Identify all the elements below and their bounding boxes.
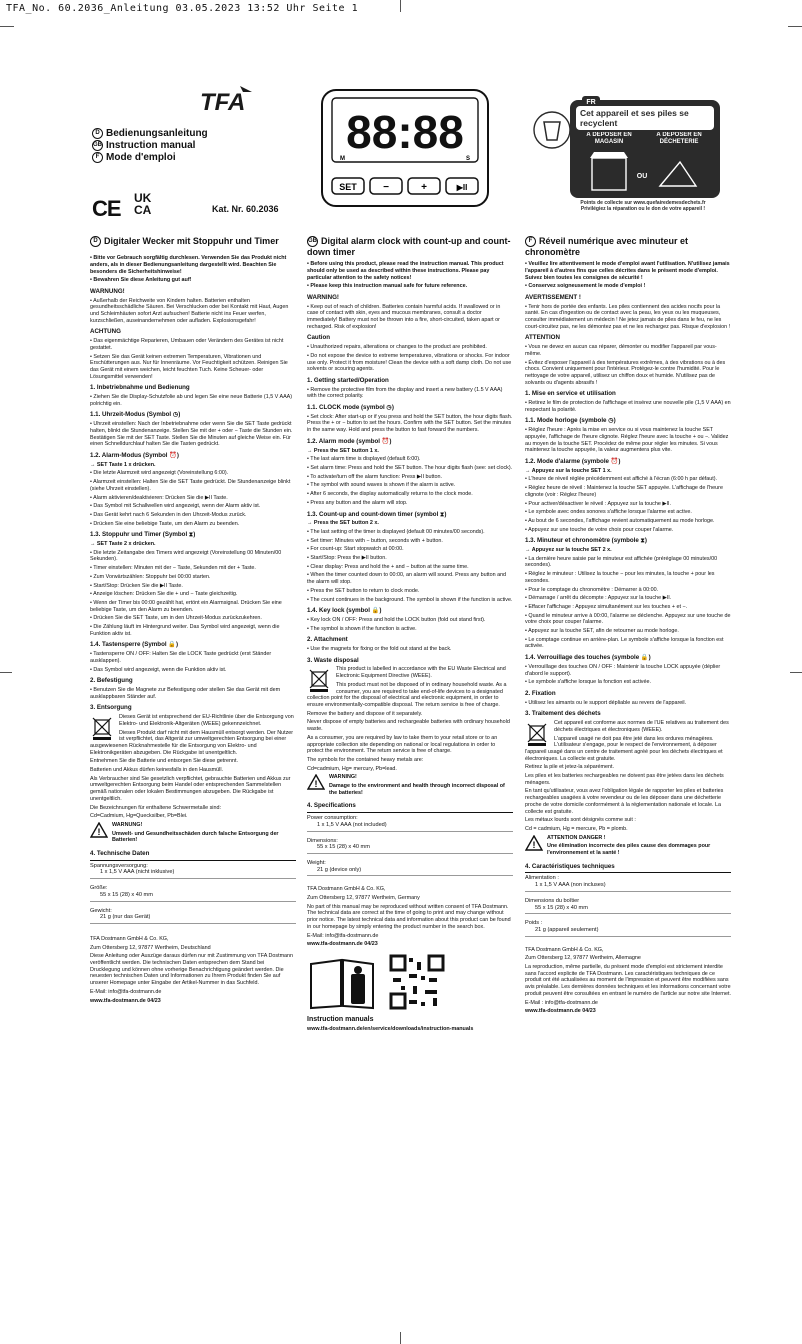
en-s13-action: → Press the SET button 2 x.	[307, 520, 379, 527]
en-s12-4: • The symbol with sound waves is shown if the alarm is active.	[307, 482, 456, 489]
tfa-logo-text: TFA	[200, 89, 246, 114]
en-company-1: TFA Dostmann GmbH & Co. KG,	[307, 886, 386, 893]
crop-mark	[788, 26, 802, 27]
fr-s12-6: • Appuyez sur une touche de votre choix pour couper l'alarme.	[525, 526, 674, 533]
crop-mark	[400, 1332, 401, 1344]
fr-s12-5: • Au bout de 6 secondes, l'affichage revient automatiquement au mode horloge.	[525, 517, 715, 524]
de-disposal-warning-text: Umwelt- und Gesundheitsschäden durch falsche Entsorgung der Batterien!	[112, 830, 279, 844]
de-web: www.tfa-dostmann.de 04/23	[90, 997, 161, 1004]
recycle-option-store: À DÉPOSER EN MAGASIN	[586, 132, 632, 145]
fr-s13-7: • Appuyez sur la touche SET, afin de retourner au mode horloge.	[525, 628, 679, 635]
en-spec-table	[307, 812, 513, 876]
print-header: TFA_No. 60.2036_Anleitung 03.05.2023 13:52 Uhr Seite 1	[6, 3, 359, 14]
de-s3-2: Dieses Produkt darf nicht mit dem Hausmüll entsorgt werden. Der Nutzer ist verpflichtet, das Altgerät zur umweltgerechten Entsorgung bei einer ausgewiesenen Rücknahmestelle für die Entsorgung von Elektro- und Elektronikgeräten abzugeben. Die Rückgabe ist unentgeltlich.	[90, 729, 294, 756]
de-s3-3: Entnehmen Sie die Batterie und entsorgen Sie diese getrennt.	[90, 758, 239, 765]
de-warning-text: • Außerhalb der Reichweite von Kindern halten. Batterien enthalten gesundheitsschädliche Säuren. Bei Verschlucken oder bei Kontakt mit Haut, Augen und Schleimhäuten sofort Arzt aufsuchen! Batterie nicht ins Feuer werfen, kurzschließen, auseinandernehmen oder aufladen. Explosionsgefahr!	[90, 297, 289, 324]
de-spec-table	[90, 860, 296, 924]
fr-s3-1: Cet appareil est conforme aux normes de l'UE relatives au traitement des déchets électriques et électroniques (WEEE).	[554, 720, 729, 733]
de-section-1-2-heading: 1.2. Alarm-Modus (Symbol ⏰)	[90, 452, 179, 459]
instruction-manual-block	[307, 954, 513, 1016]
crop-mark	[790, 672, 802, 673]
fr-disposal	[525, 720, 731, 859]
de-warning-heading: WARNUNG!	[90, 287, 125, 295]
de-s13-3: • Zum Vorwärtszählen: Stoppuhr bei 00:00 starten.	[90, 573, 211, 580]
en-s12-6: • Press any button and the alarm will stop.	[307, 499, 408, 506]
fr-caution-2: • Évitez d'exposer l'appareil à des températures extrêmes, à des vibrations ou à des chocs. Convient uniquement pour l'intérieur. Protégez-le contre l'humidité. Pour le nettoyage de votre appareil, utilisez un chiffon doux et humide. N'utilisez pas de solvants ou d'agents abrasifs !	[525, 359, 726, 386]
fr-spec-row: Dimensions du boîtier 55 x 15 (28) x 40 mm	[525, 898, 731, 914]
de-caution-1: • Das eigenmächtige Reparieren, Umbauen oder Verändern des Gerätes ist nicht gestattet.	[90, 338, 284, 351]
en-disposal-warning-text: Damage to the environment and health through incorrect disposal of the batteries!	[329, 783, 505, 796]
en-caution-1: • Unauthorized repairs, alterations or changes to the product are prohibited.	[307, 344, 487, 351]
fr-section-2-heading: 2. Fixation	[525, 689, 556, 697]
de-section-1-3-heading: 1.3. Stoppuhr und Timer (Symbol ⧗)	[90, 531, 196, 539]
de-s13-8: • Die Zählung läuft im Hintergrund weiter. Das Symbol wird angezeigt, wenn die Funktion aktiv ist.	[90, 624, 280, 637]
de-s3-7: Cd=Cadmium, Hg=Quecksilber, Pb=Blei.	[90, 813, 188, 820]
fr-s12-4: • Le symbole avec ondes sonores s'affiche lorsque l'alarme est active.	[525, 509, 692, 516]
de-disposal-warning-heading: WARNUNG!	[112, 821, 143, 828]
fr-title: F Réveil numérique avec minuteur et chronomètre	[525, 236, 689, 258]
svg-text:−: −	[383, 182, 389, 193]
en-s13-4: • Start/Stop: Press the ▶II button.	[307, 555, 387, 562]
de-company-2: Zum Ottersberg 12, 97877 Wertheim, Deutschland	[90, 944, 211, 951]
fr-warning-text: • Tenir hors de portée des enfants. Les piles contiennent des acides nocifs pour la santé. En cas d'ingestion ou de contact avec la peau, les yeux ou les muqueuses, consulter immédiatement un médecin ! Ne jetez jamais de piles dans le feu, ne les court-circuitez pas, ne les démontez pas et ne les rechargez pas. Risque d'explosion !	[525, 303, 731, 330]
de-s12-3: • Alarm aktivieren/deaktivieren: Drücken Sie die ▶II Taste.	[90, 494, 228, 501]
tfa-logo	[196, 84, 280, 114]
en-s14-1: • Key lock ON / OFF: Press and hold the LOCK button (fold out stand first).	[307, 616, 486, 623]
de-section-1-heading: 1. Inbetriebnahme und Bedienung	[90, 384, 190, 392]
de-title: D Digitaler Wecker mit Stoppuhr und Timer	[90, 236, 296, 247]
fr-legal: La reproduction, même partielle, du présent mode d'emploi est strictement interdite sans l'accord explicite de TFA Dostmann. Les caractéristiques techniques de ce produit ont été actualisées au moment de l'impression et peuvent être modifiées sans avis préalable. Les dernières données techniques et les informations concernant votre produit peuvent être consultées en entrant le numéro de l'article sur notre site Internet.	[525, 964, 731, 997]
fr-company-2: Zum Ottersberg 12, 97877 Wertheim, Allemagne	[525, 955, 641, 962]
fr-s14-1: • Verrouillage des touches ON / OFF : Maintenir la touche LOCK appuyée (déplier d'abord le support).	[525, 663, 721, 677]
svg-text:▶II: ▶II	[456, 183, 468, 192]
en-spec-row: Dimensions: 55 x 15 (28) x 40 mm	[307, 838, 513, 854]
fr-s3-7: Cd = cadmium, Hg = mercure, Pb = plomb.	[525, 825, 628, 832]
warning-triangle-icon	[307, 774, 325, 790]
de-s13-5: • Anzeige löschen: Drücken Sie die + und − Taste gleichzeitig.	[90, 591, 238, 598]
instruction-manuals-link[interactable]: www.tfa-dostmann.de/en/service/downloads/instruction-manuals	[307, 1025, 474, 1032]
svg-text:!: !	[97, 826, 101, 837]
manual-book-icon	[307, 954, 377, 1010]
de-intro-2: • Bewahren Sie diese Anleitung gut auf!	[90, 277, 192, 284]
en-section-1-1-heading: 1.1. CLOCK mode (symbol ◷)	[307, 404, 394, 412]
fr-s13-2: • Réglez le minuteur : Utilisez la touche − pour les minutes, la touche + pour les secondes.	[525, 571, 715, 584]
de-s3-5: Als Verbraucher sind Sie gesetzlich verpflichtet, gebrauchte Batterien und Akkus zur umweltgerechten Entsorgung beim Handel oder entsprechenden Sammelstellen gemäß nationalen oder lokalen Bestimmungen abzugeben. Die Rückgabe ist unentgeltlich.	[90, 775, 291, 802]
fr-s12-3: • Pour activer/désactiver le réveil : Appuyez sur la touche ▶II.	[525, 500, 671, 507]
crop-mark	[0, 672, 12, 673]
en-disposal	[307, 666, 513, 798]
en-caution-2: • Do not expose the device to extreme temperatures, vibrations or shocks. For indoor use only. Protect it from moisture! Clean the device with a soft damp cloth. Do not use solvents or scouring agents.	[307, 352, 512, 373]
fr-s3-6: Les métaux lourds sont désignés comme suit :	[525, 817, 636, 824]
en-section-4-heading: 4. Specifications	[307, 802, 356, 810]
fr-s12-2: • Réglez heure de réveil : Maintenez la touche SET appuyée. L'affichage de l'heure clignote (voir : Réglez l'heure)	[525, 485, 723, 498]
de-section-1-1-heading: 1.1. Uhrzeit-Modus (Symbol ◷)	[90, 411, 181, 419]
en-s3-6: The symbols for the contained heavy metals are:	[307, 756, 424, 763]
en-s13-7: • Press the SET button to return to clock mode.	[307, 587, 420, 594]
recycle-option-dump: À DÉPOSER EN DÉCHETERIE	[656, 132, 702, 145]
manual-title-list	[92, 128, 208, 164]
svg-text:SET: SET	[339, 182, 357, 192]
en-section-3-heading: 3. Waste disposal	[307, 656, 359, 664]
warning-triangle-icon	[90, 822, 108, 838]
en-section-2-text: • Use the magnets for fixing or the fold out stand at the back.	[307, 646, 452, 653]
fr-s13-8: • Le comptage continue en arrière-plan. Le symbole s'affiche lorsque la fonction est activée.	[525, 636, 724, 650]
en-s12-action: → Press the SET button 1 x.	[307, 447, 379, 454]
de-caution-heading: ACHTUNG	[90, 328, 121, 336]
fr-email: E-Mail : info@tfa-dostmann.de	[525, 999, 598, 1006]
crossed-bin-icon	[525, 720, 549, 746]
fr-spec-row: Alimentation : 1 x 1,5 V AAA (non incluses)	[525, 875, 731, 891]
en-section-2-heading: 2. Attachment	[307, 636, 348, 644]
svg-text:+: +	[421, 182, 427, 193]
manual-title-de: D Bedienungsanleitung	[92, 128, 208, 140]
qr-code[interactable]	[389, 954, 445, 1010]
en-s14-2: • The symbol is shown if the function is active.	[307, 625, 417, 632]
de-legal: Diese Anleitung oder Auszüge daraus dürfen nur mit Zustimmung von TFA Dostmann veröffentlicht werden. Die technischen Daten entsprechen dem Stand bei Drucklegung und können ohne vorherige Benachrichtigung geändert werden. Die neuesten technischen Daten und Informationen zu Ihrem Produkt finden Sie auf unserer Homepage unter Eingabe der Artikel-Nummer in das Suchfeld.	[90, 953, 294, 987]
recycle-title: Cet appareil et ses piles se recyclent	[580, 108, 689, 128]
fr-s3-4: Les piles et les batteries rechargeables ne doivent pas être jetées dans les déchets ménagers.	[525, 773, 724, 786]
en-s3-7: Cd=cadmium, Hg= mercury, Pb=lead.	[307, 765, 397, 772]
fr-company-1: TFA Dostmann GmbH & Co. KG,	[525, 946, 604, 953]
recycle-or: OU	[636, 173, 648, 180]
fr-s12-1: • L'heure de réveil réglée précédemment est affiché à l'écran (6:00 h par défaut).	[525, 476, 718, 483]
svg-text:!: !	[532, 839, 536, 850]
french-column	[525, 236, 731, 1017]
en-s12-1: • The last alarm time is displayed (default 6:00).	[307, 456, 421, 463]
ukca-mark: UK CA	[134, 191, 152, 217]
en-s3-5: As a consumer, you are required by law to take them to your retail store or to an appropriate collection site depending on national or local regulations in order to protect the environment. The return service is free of charge.	[307, 734, 498, 755]
english-column	[307, 236, 513, 1035]
fr-web: www.tfa-dostmann.de 04/23	[525, 1008, 596, 1015]
de-section-1-4-heading: 1.4. Tastensperre (Symbol 🔒)	[90, 641, 179, 649]
en-disposal-warning-heading: WARNING!	[329, 774, 357, 781]
en-intro-2: • Please keep this instruction manual safe for future reference.	[307, 283, 468, 290]
kat-nr: Kat. Nr. 60.2036	[212, 204, 279, 214]
en-intro-1: • Before using this product, please read the instruction manual. This product should only be used as described within these instructions. Please pay particular attention to the safety notices!	[307, 261, 504, 281]
fr-spec-table	[525, 872, 731, 936]
svg-text:!: !	[314, 779, 318, 790]
device-illustration	[320, 88, 490, 208]
en-s13-8: • The count continues in the background. The symbol is shown if the function is active.	[307, 596, 513, 603]
de-s3-1: Dieses Gerät ist entsprechend der EU-Richtlinie über die Entsorgung von Elektro- und Elektronik-Altgeräten (WEEE) gekennzeichnet.	[119, 714, 294, 727]
fr-disposal-warning-text: Une élimination incorrecte des piles cause des dommages pour l'environnement et la santé !	[547, 843, 711, 857]
fr-s13-5: • Effacer l'affichage : Appuyez simultanément sur les touches + et −.	[525, 603, 688, 610]
fr-s14-2: • Le symbole s'affiche lorsque la fonction est activée.	[525, 679, 651, 686]
crossed-bin-icon	[90, 714, 114, 740]
german-column	[90, 236, 296, 1006]
fr-caution-heading: ATTENTION	[525, 334, 560, 342]
en-warning-text: • Keep out of reach of children. Batteries contain harmful acids. If swallowed or in case of contact with skin, eyes and mucous membranes, consult a doctor immediately! Battery must not be thrown into a fire, short-circuited, taken apart or recharged. Risk of explosion!	[307, 303, 501, 330]
en-s13-3: • For count-up: Start stopwatch at 00:00.	[307, 546, 404, 553]
en-s3-4: Never dispose of empty batteries and rechargeable batteries with ordinary household waste.	[307, 719, 510, 733]
fr-intro-1: • Veuillez lire attentivement le mode d'emploi avant l'utilisation. N'utilisez jamais l'appareil à d'autres fins que celles décrites dans le présent mode d'emploi. Suivez bien toutes les consignes de sécurité !	[525, 261, 730, 281]
de-s13-6: • Wenn der Timer bis 00:00 gezählt hat, ertönt ein Alarmsignal. Drücken Sie eine beliebige Taste, um den Alarm zu beenden.	[90, 599, 282, 613]
fr-section-1-text: • Retirez le film de protection de l'affichage et insérez une nouvelle pile (1,5 V AAA) en respectant la polarité.	[525, 400, 731, 413]
warning-triangle-icon	[525, 835, 543, 851]
de-company-1: TFA Dostmann GmbH & Co. KG,	[90, 935, 169, 942]
de-spec-row: Spannungsversorgung: 1 x 1,5 V AAA (nicht inklusive)	[90, 863, 296, 879]
de-s12-2: • Alarmzeit einstellen: Halten Sie die SET Taste gedrückt. Die Stundenanzeige blinkt (siehe Uhrzeit einstellen).	[90, 479, 291, 492]
de-s3-6: Die Bezeichnungen für enthaltene Schwermetalle sind:	[90, 804, 221, 811]
en-web: www.tfa-dostmann.de 04/23	[307, 941, 378, 948]
fr-spec-row: Poids : 21 g (appareil seulement)	[525, 920, 731, 936]
de-section-4-heading: 4. Technische Daten	[90, 850, 150, 858]
fr-s3-5: En tant qu'utilisateur, vous avez l'obligation légale de rapporter les piles et batteries rechargeables usagées à votre revendeur ou de les déposer dans une déchetterie proche de votre domicile conformément à la réglementation nationale et locale. La collecte est gratuite.	[525, 788, 724, 815]
en-section-1-4-heading: 1.4. Key lock (symbol 🔒)	[307, 607, 382, 615]
recycle-footer-2: Privilégiez la réparation ou le don de votre appareil !	[580, 206, 706, 212]
en-s12-2: • Set alarm time: Press and hold the SET button. The hour digits flash (see: set clock).	[307, 465, 513, 471]
en-section-1-text: • Remove the protective film from the display and insert a new battery (1.5 V AAA) with the correct polarity.	[307, 386, 503, 400]
de-section-1-2-action: → SET Taste 1 x drücken.	[90, 461, 156, 468]
manual-title-fr: F Mode d'emploi	[92, 152, 208, 164]
en-section-1-2-heading: 1.2. Alarm mode (symbol ⏰)	[307, 437, 392, 445]
fr-s13-1: • La dernière heure saisie par le minuteur est affichée (préréglage 00 minutes/00 secondes).	[525, 555, 718, 569]
fr-section-1-3-heading: 1.3. Minuteur et chronomètre (symbole ⧗)	[525, 537, 647, 545]
en-section-1-3-heading: 1.3. Count-up and count-down timer (symbol ⧗)	[307, 510, 447, 518]
de-s14-1: • Tastensperre ON / OFF: Halten Sie die LOCK Taste gedrückt (erst Ständer ausklappen).	[90, 651, 272, 664]
de-section-1-1-text: • Uhrzeit einstellen: Nach der Inbetriebnahme oder wenn Sie die SET Taste gedrückt halten, blinkt die Stundenanzeige. Stellen Sie mit der + oder − Taste die Stunden ein. Bestätigen Sie mit der SET Taste. Stellen Sie die Minuten auf gleiche Weise ein. Für einen Schnelldurchlauf halten Sie die Tasten gedrückt.	[90, 421, 293, 448]
de-caution-2: • Setzen Sie das Gerät keinen extremen Temperaturen, Vibrationen und Erschütterungen aus. Nur für Innenräume. Vor Feuchtigkeit schützen. Reinigen Sie das Gerät mit einem weichen, leicht feuchten Tuch. Keine Scheuer- oder Lösungsmittel verwenden!	[90, 353, 288, 380]
de-s13-action: → SET Taste 2 x drücken.	[90, 541, 156, 548]
indicator-s: S	[466, 156, 471, 162]
en-spec-row: Power consumption: 1 x 1,5 V AAA (not included)	[307, 815, 513, 831]
en-s3-2: This product must not be disposed of in ordinary household waste. As a consumer, you are required to take end-of-life devices to a designated collection point for the disposal of electrical and electronic equipment, in order to ensure environmentally-compatible disposal. The return service is free of charge.	[307, 681, 507, 708]
de-s12-4: • Das Symbol mit Schallwellen wird angezeigt, wenn der Alarm aktiv ist.	[90, 503, 261, 510]
crossed-bin-icon	[307, 666, 331, 692]
de-s13-2: • Timer einstellen: Minuten mit der − Taste, Sekunden mit der + Taste.	[90, 565, 256, 572]
de-s13-4: • Start/Stop: Drücken Sie die ▶II Taste.	[90, 582, 183, 589]
en-s13-6: • When the timer counted down to 00:00, an alarm will sound. Press any button and the alarm will stop.	[307, 572, 507, 586]
en-s12-5: • After 6 seconds, the display automatically returns to the clock mode.	[307, 491, 473, 498]
fr-section-2-text: • Utilisez les aimants ou le support dépliable au revers de l'appareil.	[525, 699, 687, 706]
fr-warning-heading: AVERTISSEMENT !	[525, 293, 581, 301]
en-section-1-1-text: • Set clock: After start-up or if you press and hold the SET button, the hour digits flash. Press the + or − button to set the hours. Confirm with the SET button. Set the minutes in the same way. Hold and press the button to fast forward the numbers.	[307, 413, 513, 434]
fr-s12-action: → Appuyez sur la touche SET 1 x.	[525, 467, 612, 474]
de-s12-5: • Das Gerät kehrt nach 6 Sekunden in den Uhrzeit-Modus zurück.	[90, 511, 247, 518]
recycle-footer-1: Points de collecte sur www.quefairedemesdechets.fr	[580, 200, 706, 206]
fr-s3-3: Retirez la pile et jetez-la séparément.	[525, 764, 614, 771]
de-intro-1: • Bitte vor Gebrauch sorgfältig durchlesen. Verwenden Sie das Produkt nicht anders, als in dieser Bedienungsanleitung dargestellt wird. Beachten Sie besonders die Sicherheitshinweise!	[90, 255, 287, 275]
de-section-1-text: • Ziehen Sie die Display-Schutzfolie ab und legen Sie eine neue Batterie (1,5 V AAA) polrichtig ein.	[90, 394, 293, 407]
de-s12-1: • Die letzte Alarmzeit wird angezeigt (Voreinstellung 6:00).	[90, 470, 229, 477]
en-s3-1: This product is labelled in accordance with the EU Waste Electrical and Electronic Equipment Directive (WEEE).	[336, 666, 506, 680]
en-title: GB Digital alarm clock with count-up and count-down timer	[307, 236, 511, 258]
de-disposal	[90, 714, 296, 846]
de-s3-4: Batterien und Akkus dürfen keinesfalls in den Hausmüll.	[90, 767, 224, 774]
fr-section-1-heading: 1. Mise en service et utilisation	[525, 390, 616, 398]
fr-s13-3: • Pour le comptage du chronomètre : Démarrer à 00:00.	[525, 586, 659, 593]
de-s13-1: • Die letzte Zeitangabe des Timers wird angezeigt (Voreinstellung 00 Minuten/00 Sekunden).	[90, 549, 282, 563]
en-spec-row: Weight: 21 g (device only)	[307, 860, 513, 876]
indicator-m: M	[340, 156, 345, 162]
de-s12-6: • Drücken Sie eine beliebige Taste, um den Alarm zu beenden.	[90, 520, 240, 527]
en-s12-3: • To activate/turn off the alarm function: Press ▶II button.	[307, 473, 442, 480]
en-s13-1: • The last setting of the timer is displayed (default 00 minutes/00 seconds).	[307, 528, 485, 535]
fr-section-3-heading: 3. Traitement des déchets	[525, 710, 601, 718]
en-s13-5: • Clear display: Press and hold the + and − button at the same time.	[307, 563, 469, 570]
en-company-2: Zum Ottersberg 12, 97877 Wertheim, Germany	[307, 895, 420, 902]
fr-s13-6: • Quand le minuteur arrive à 00:00, l'alarme se déclenche. Appuyez sur une touche de votre choix pour couper l'alarme.	[525, 612, 731, 626]
fr-section-1-2-heading: 1.2. Mode d'alarme (symbole ⏰)	[525, 458, 621, 465]
de-spec-row: Größe: 55 x 15 (28) x 40 mm	[90, 885, 296, 901]
en-legal: No part of this manual may be reproduced without written consent of TFA Dostmann. The technical data are correct at the time of going to print and may change without prior notice. The latest technical data and information about this product can be found in our homepage by simply entering the product number in the search box.	[307, 903, 511, 930]
fr-intro-2: • Conservez soigneusement le mode d'emploi !	[525, 283, 646, 290]
en-email: E-Mail: info@tfa-dostmann.de	[307, 932, 379, 939]
fr-section-1-1-text: • Réglez l'heure : Après la mise en service ou si vous maintenez la touche SET appuyée, l'affichage de l'heure clignote. Réglez l'heure avec la touche + ou −. Validez au moyen de la touche SET. Procédez de même pour régler les minutes. Si vous maintenez la touche appuyée, la valeur augmentera plus vite.	[525, 427, 729, 454]
fr-section-4-heading: 4. Caractéristiques techniques	[525, 862, 615, 870]
fr-disposal-warning-heading: ATTENTION DANGER !	[547, 834, 606, 841]
en-warning-heading: WARNING!	[307, 293, 339, 301]
de-email: E-Mail: info@tfa-dostmann.de	[90, 988, 162, 995]
fr-section-1-1-heading: 1.1. Mode horloge (symbole ◷)	[525, 417, 616, 425]
device-display: 88:88	[346, 106, 464, 158]
svg-text:FR: FR	[586, 99, 596, 106]
crop-mark	[400, 0, 401, 12]
fr-caution-1: • Vous ne devez en aucun cas réparer, démonter ou modifier l'appareil par vous-même.	[525, 344, 717, 357]
en-section-1-heading: 1. Getting started/Operation	[307, 376, 389, 384]
crop-mark	[0, 26, 14, 27]
manual-title-en: GB Instruction manual	[93, 140, 196, 152]
de-section-3-heading: 3. Entsorgung	[90, 704, 132, 712]
fr-section-1-4-heading: 1.4. Verrouillage des touches (symbole 🔒)	[525, 654, 651, 662]
ce-mark: CE	[92, 196, 121, 221]
instruction-manuals-title: Instruction manuals	[307, 1015, 374, 1023]
recycling-info-graphic	[530, 94, 720, 220]
fr-s13-action: → Appuyez sur la touche SET 2 x.	[525, 547, 612, 554]
en-s3-3: Remove the battery and dispose of it separately.	[307, 710, 423, 717]
en-caution-heading: Caution	[307, 334, 331, 342]
de-section-2-heading: 2. Befestigung	[90, 677, 133, 685]
de-spec-row: Gewicht: 21 g (nur das Gerät)	[90, 908, 296, 924]
de-s14-2: • Das Symbol wird angezeigt, wenn die Funktion aktiv ist.	[90, 666, 227, 673]
fr-s13-4: • Démarrage / arrêt du décompte : Appuyez sur la touche ▶II.	[525, 595, 672, 602]
de-section-2-text: • Benutzen Sie die Magnete zur Befestigung oder stellen Sie das Gerät mit dem ausklappbaren Ständer auf.	[90, 686, 281, 700]
en-s13-2: • Set timer: Minutes with − button, seconds with + button.	[307, 537, 443, 544]
de-s13-7: • Drücken Sie die SET Taste, um in den Uhrzeit-Modus zurückzukehren.	[90, 615, 262, 622]
fr-s3-2: L'appareil usagé ne doit pas être jeté dans les ordures ménagères. L'utilisateur s'engage, pour le respect de l'environnement, à déposer l'appareil usagé dans un centre de traitement agréé pour les déchets électriques et électroniques. La collecte est gratuite.	[525, 735, 723, 762]
